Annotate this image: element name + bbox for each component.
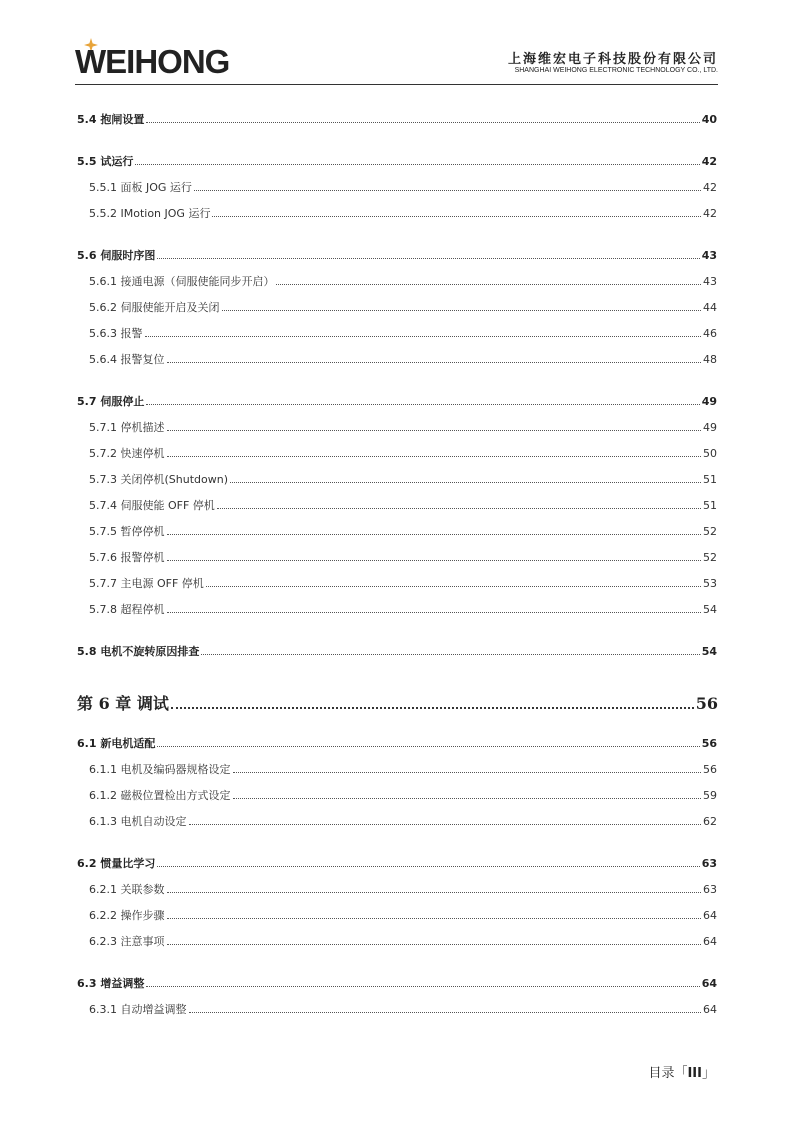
toc-entry[interactable]	[89, 575, 717, 591]
toc-entry-label: 6.2.3 注意事项	[89, 935, 165, 948]
toc-entry-page: 46	[703, 327, 717, 340]
dot-leader	[167, 534, 702, 535]
dot-leader	[145, 336, 702, 337]
dot-leader	[135, 164, 699, 165]
toc-entry-label: 5.7.7 主电源 OFF 停机	[89, 577, 204, 590]
toc-entry[interactable]	[89, 419, 717, 435]
toc-entry[interactable]	[89, 497, 717, 513]
toc-entry-page: 59	[703, 789, 717, 802]
toc-entry[interactable]	[77, 247, 717, 263]
toc-entry-label: 5.6.3 报警	[89, 327, 143, 340]
toc-entry-label: 6.2.2 操作步骤	[89, 909, 165, 922]
dot-leader	[146, 122, 699, 123]
company-name-cn: 上海维宏电子科技股份有限公司	[507, 52, 718, 67]
company-logo: WEIHONG	[75, 43, 230, 80]
toc-entry-label: 5.7.2 快速停机	[89, 447, 165, 460]
dot-leader	[212, 216, 701, 217]
toc-entry-label: 6.1.3 电机自动设定	[89, 815, 187, 828]
toc-entry[interactable]	[89, 299, 717, 315]
dot-leader	[222, 310, 702, 311]
toc-entry-page: 56	[695, 694, 718, 713]
dot-leader	[206, 586, 701, 587]
toc-entry-label: 5.5.1 面板 JOG 运行	[89, 181, 192, 194]
toc-entry-page: 42	[703, 207, 717, 220]
toc-entry[interactable]	[77, 153, 717, 169]
toc-entry-page: 42	[703, 181, 717, 194]
toc-entry-label: 6.2 惯量比学习	[77, 857, 156, 870]
toc-entry-page: 44	[703, 301, 717, 314]
toc-entry[interactable]	[77, 691, 718, 714]
toc-entry-page: 43	[701, 249, 717, 262]
toc-entry-page: 64	[703, 935, 717, 948]
toc-entry[interactable]	[89, 523, 717, 539]
toc-entry-page: 64	[701, 977, 717, 990]
dot-leader	[189, 1012, 702, 1013]
toc-entry-label: 5.7 伺服停止	[77, 395, 145, 408]
dot-leader	[146, 404, 699, 405]
toc-entry-label: 5.4 抱闸设置	[77, 113, 145, 126]
toc-entry-page: 54	[703, 603, 717, 616]
toc-entry-page: 51	[703, 499, 717, 512]
toc-entry-page: 56	[703, 763, 717, 776]
toc-entry-page: 62	[703, 815, 717, 828]
toc-entry-page: 63	[703, 883, 717, 896]
toc-entry-label: 5.6.4 报警复位	[89, 353, 165, 366]
toc-entry[interactable]	[77, 111, 717, 127]
toc-entry[interactable]	[77, 975, 717, 991]
dot-leader	[167, 612, 702, 613]
dot-leader	[167, 456, 702, 457]
toc-entry-page: 50	[703, 447, 717, 460]
toc-entry-page: 52	[703, 551, 717, 564]
dot-leader	[217, 508, 701, 509]
footer-bracket-close: 」	[701, 1066, 715, 1081]
toc-entry[interactable]	[89, 881, 717, 897]
dot-leader	[157, 866, 699, 867]
toc-entry-page: 63	[701, 857, 717, 870]
toc-entry[interactable]	[77, 735, 717, 751]
toc-entry-page: 64	[703, 909, 717, 922]
page-footer	[648, 1062, 715, 1081]
toc-entry-label: 6.3.1 自动增益调整	[89, 1003, 187, 1016]
toc-entry-label: 5.5.2 IMotion JOG 运行	[89, 207, 211, 220]
toc-entry[interactable]	[89, 273, 717, 289]
toc-entry[interactable]	[89, 787, 717, 803]
toc-entry-label: 6.1 新电机适配	[77, 737, 156, 750]
dot-leader	[167, 362, 702, 363]
toc-entry-label: 5.7.8 超程停机	[89, 603, 165, 616]
toc-entry-label: 5.7.3 关闭停机(Shutdown)	[89, 473, 228, 486]
toc-entry[interactable]	[77, 855, 717, 871]
dot-leader	[157, 746, 699, 747]
toc-entry-page: 53	[703, 577, 717, 590]
company-name-en: SHANGHAI WEIHONG ELECTRONIC TECHNOLOGY CO., LTD.	[514, 67, 718, 74]
dot-leader	[167, 944, 702, 945]
toc-entry[interactable]	[77, 393, 717, 409]
dot-leader	[233, 798, 702, 799]
toc-entry-label: 5.8 电机不旋转原因排查	[77, 645, 200, 658]
dot-leader	[233, 772, 702, 773]
toc-entry[interactable]	[89, 205, 717, 221]
toc-entry-page: 51	[703, 473, 717, 486]
dot-leader	[167, 560, 702, 561]
toc-entry[interactable]	[89, 471, 717, 487]
toc-entry-label: 6.2.1 关联参数	[89, 883, 165, 896]
toc-entry-label: 6.1.1 电机及编码器规格设定	[89, 763, 231, 776]
dot-leader	[157, 258, 699, 259]
footer-bracket-open: 「	[674, 1066, 688, 1081]
toc-entry[interactable]	[89, 445, 717, 461]
toc-entry-page: 56	[701, 737, 717, 750]
dot-leader	[276, 284, 701, 285]
toc-entry-page: 49	[701, 395, 717, 408]
dot-leader	[171, 707, 694, 709]
toc-entry[interactable]	[89, 1001, 717, 1017]
toc-entry-label: 6.3 增益调整	[77, 977, 145, 990]
toc-entry[interactable]	[89, 549, 717, 565]
footer-label: 目录	[648, 1066, 675, 1081]
toc-entry-page: 43	[703, 275, 717, 288]
toc-entry[interactable]	[77, 643, 717, 659]
dot-leader	[201, 654, 699, 655]
toc-entry-page: 49	[703, 421, 717, 434]
toc-entry-label: 5.7.4 伺服使能 OFF 停机	[89, 499, 215, 512]
toc-entry-page: 40	[701, 113, 717, 126]
toc-entry-label: 5.7.6 报警停机	[89, 551, 165, 564]
footer-page-number: III	[687, 1066, 702, 1081]
toc-entry-page: 48	[703, 353, 717, 366]
dot-leader	[146, 986, 699, 987]
toc-entry-label: 5.7.1 停机描述	[89, 421, 165, 434]
toc-entry-page: 64	[703, 1003, 717, 1016]
toc-entry[interactable]	[89, 813, 717, 829]
toc-entry[interactable]	[89, 933, 717, 949]
toc-entry-label: 5.7.5 暂停停机	[89, 525, 165, 538]
toc-entry[interactable]	[89, 351, 717, 367]
toc-entry-label: 6.1.2 磁极位置检出方式设定	[89, 789, 231, 802]
toc-entry-page: 54	[701, 645, 717, 658]
toc-entry-label: 第 6 章 调试	[77, 694, 169, 713]
toc-entry-label: 5.5 试运行	[77, 155, 134, 168]
toc-entry-label: 5.6.1 接通电源（伺服使能同步开启）	[89, 275, 275, 288]
dot-leader	[230, 482, 701, 483]
toc-entry-label: 5.6 伺服时序图	[77, 249, 156, 262]
dot-leader	[167, 430, 702, 431]
dot-leader	[189, 824, 702, 825]
dot-leader	[194, 190, 701, 191]
toc-entry[interactable]	[89, 761, 717, 777]
toc-entry-page: 52	[703, 525, 717, 538]
toc-entry-page: 42	[701, 155, 717, 168]
toc-entry-label: 5.6.2 伺服使能开启及关闭	[89, 301, 220, 314]
dot-leader	[167, 892, 702, 893]
toc-entry[interactable]	[89, 325, 717, 341]
toc-entry[interactable]	[89, 601, 717, 617]
toc-entry[interactable]	[89, 179, 717, 195]
page-header	[75, 38, 718, 85]
toc-entry[interactable]	[89, 907, 717, 923]
dot-leader	[167, 918, 702, 919]
